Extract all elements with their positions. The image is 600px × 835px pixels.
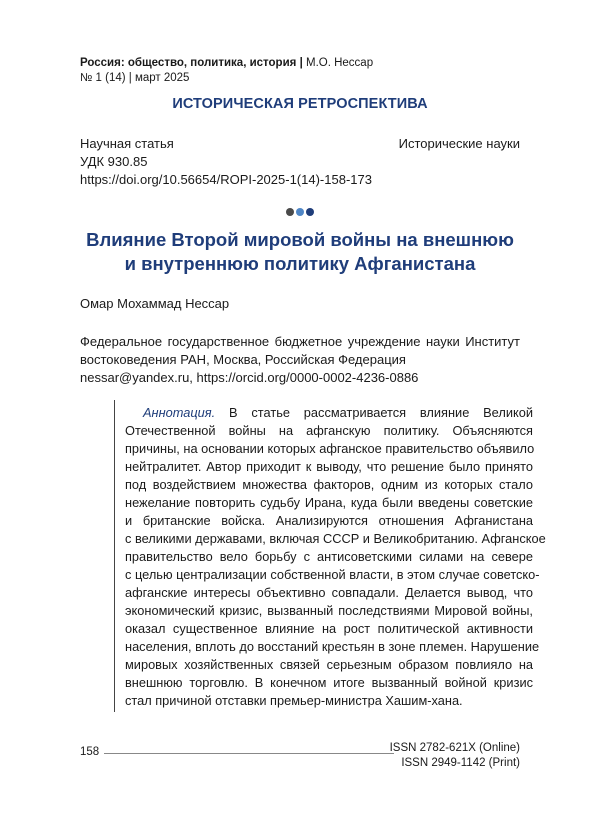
abstract-line: с целью централизации собственной власти, в этом случае советско- xyxy=(125,566,533,584)
affiliation xyxy=(80,333,520,387)
abstract-label: Аннотация. xyxy=(143,405,215,420)
header-separator: | xyxy=(296,57,306,69)
abstract-line: под воздействием множества факторов, одним из которых стало xyxy=(125,476,533,494)
doi-link[interactable]: https://doi.org/10.56654/ROPI-2025-1(14)-158-173 xyxy=(80,172,372,187)
article-type: Научная статья xyxy=(80,136,174,151)
footer-rule xyxy=(104,753,394,754)
abstract-line: В статье рассматривается влияние Великой xyxy=(215,405,533,420)
running-header xyxy=(80,57,373,69)
abstract-line: мировых хозяйственных связей серьезным образом повлияло на xyxy=(125,656,533,674)
issn-online: ISSN 2782-621X (Online) xyxy=(390,742,520,754)
abstract-line: причины, на основании которых афганское правительство объявило xyxy=(125,440,533,458)
title-line: и внутреннюю политику Афганистана xyxy=(60,252,540,276)
udc-code: УДК 930.85 xyxy=(80,154,147,169)
abstract-line: внешнюю торговлю. В конечном итоге вызванный войной кризис xyxy=(125,674,533,692)
abstract-line: и британские войска. Анализируются отношения Афганистана xyxy=(125,512,533,530)
affiliation-line: Федеральное государственное бюджетное учреждение науки Институт xyxy=(80,333,520,351)
page-number: 158 xyxy=(80,746,99,758)
abstract-line: оказал существенное влияние на рост политической активности xyxy=(125,620,533,638)
abstract-line: Отечественной войны на афганскую политику. Объясняются xyxy=(125,422,533,440)
abstract-line: нежелание повторить судьбу Ирана, куда были введены советские xyxy=(125,494,533,512)
article-title xyxy=(60,228,540,276)
abstract-first-line xyxy=(125,404,533,422)
author-name: Омар Мохаммад Нессар xyxy=(80,296,229,311)
section-title: ИСТОРИЧЕСКАЯ РЕТРОСПЕКТИВА xyxy=(0,96,600,112)
header-author: М.О. Нессар xyxy=(306,57,373,69)
abstract-line: населения, вплоть до восстаний крестьян в зоне племен. Нарушение xyxy=(125,638,533,656)
abstract-block xyxy=(114,400,535,712)
divider-dots xyxy=(0,208,600,216)
abstract-line: нейтралитет. Автор приходит к выводу, что решение было принято xyxy=(125,458,533,476)
abstract-line: с великими державами, включая СССР и Великобританию. Афганское xyxy=(125,530,533,548)
abstract-line: стал причиной отставки премьер-министра Хашим-хана. xyxy=(125,692,533,710)
affiliation-line: востоковедения РАН, Москва, Российская Федерация xyxy=(80,351,520,369)
dot-icon xyxy=(296,208,304,216)
abstract-line: экономический кризис, вызванный последствиями Мировой войны, xyxy=(125,602,533,620)
title-line: Влияние Второй мировой войны на внешнюю xyxy=(60,228,540,252)
discipline: Исторические науки xyxy=(399,136,520,151)
issue-info: № 1 (14) | март 2025 xyxy=(80,72,189,84)
abstract-line: правительство вело борьбу с антисоветскими силами на севере xyxy=(125,548,533,566)
author-contacts[interactable]: nessar@yandex.ru, https://orcid.org/0000-0002-4236-0886 xyxy=(80,369,520,387)
journal-name: Россия: общество, политика, история xyxy=(80,57,296,69)
dot-icon xyxy=(286,208,294,216)
abstract-line: афганские интересы объективно совпадали. Делается вывод, что xyxy=(125,584,533,602)
abstract-text xyxy=(125,404,533,710)
issn-print: ISSN 2949-1142 (Print) xyxy=(401,757,520,769)
dot-icon xyxy=(306,208,314,216)
